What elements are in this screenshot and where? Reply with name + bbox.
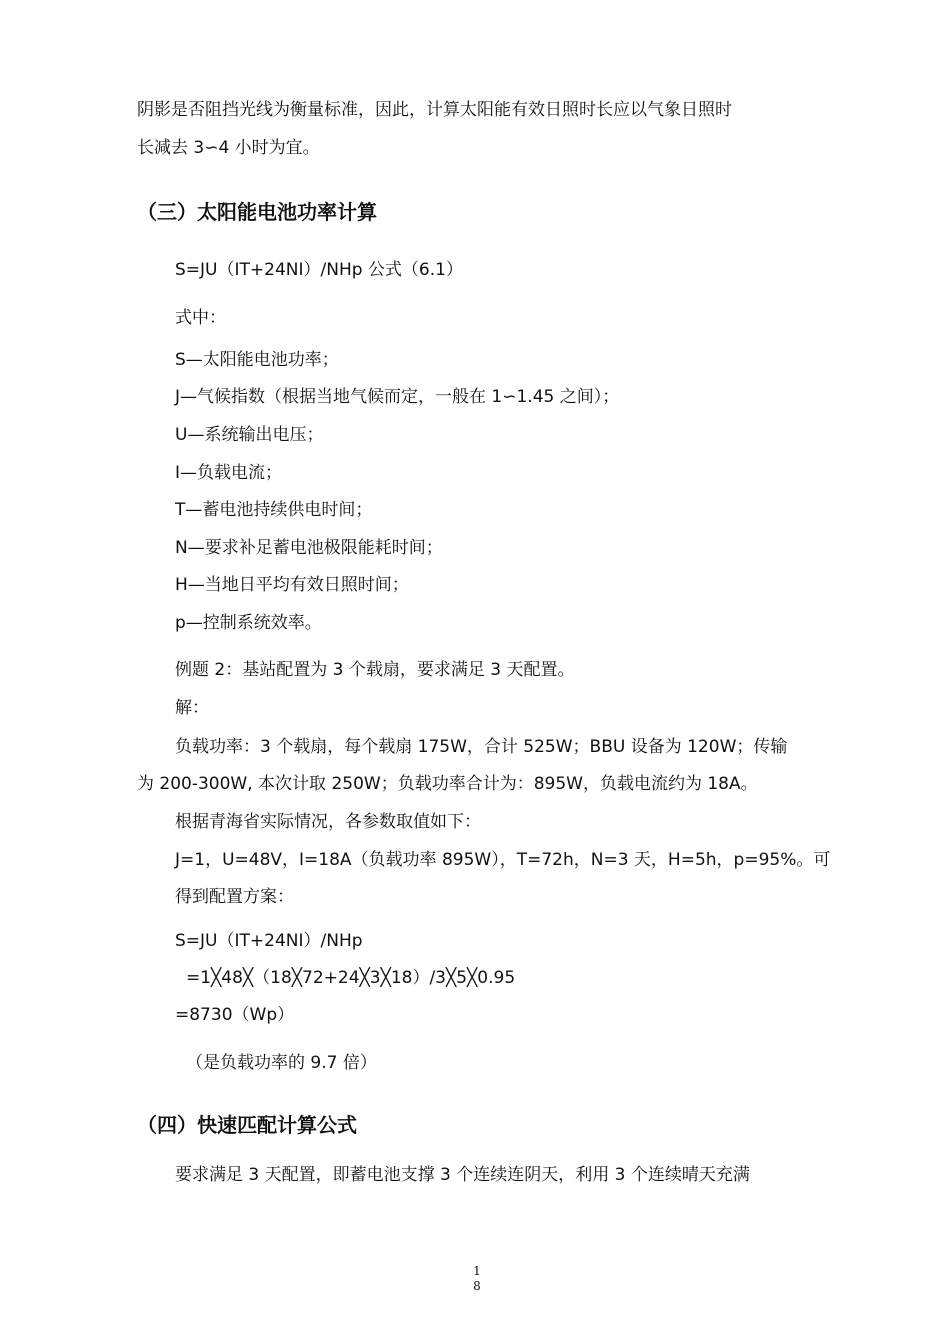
ratio-note: （是负载功率的 9.7 倍） <box>186 1053 377 1073</box>
section-3-heading: （三）太阳能电池功率计算 <box>137 200 377 224</box>
calc-line-2: =1╳48╳（18╳72+24╳3╳18）/3╳5╳0.95 <box>186 968 516 988</box>
calc-line-3: =8730（Wp） <box>175 1005 295 1025</box>
definition-item: T—蓄电池持续供电时间； <box>175 500 373 520</box>
definition-item: N—要求补足蓄电池极限能耗时间； <box>175 538 443 558</box>
solution-label: 解： <box>175 698 209 718</box>
params-line-2: 得到配置方案： <box>175 887 294 907</box>
page-number-digit-2: 8 <box>473 1279 481 1293</box>
example-line: 例题 2：基站配置为 3 个载扇，要求满足 3 天配置。 <box>175 660 575 680</box>
where-label: 式中： <box>175 308 226 328</box>
intro-line-2: 长减去 3∽4 小时为宜。 <box>137 138 320 158</box>
load-line-2: 为 200-300W, 本次计取 250W；负载功率合计为：895W，负载电流约为 18A。 <box>137 774 758 794</box>
definition-item: U—系统输出电压； <box>175 425 324 445</box>
params-line-1: J=1，U=48V，I=18A（负载功率 895W），T=72h，N=3 天，H=5h，p=95%。可 <box>175 850 831 870</box>
definition-item: p—控制系统效率。 <box>175 613 322 633</box>
calc-line-1: S=JU（IT+24NI）/NHp <box>175 931 363 951</box>
formula-line: S=JU（IT+24NI）/NHp 公式（6.1） <box>175 260 463 280</box>
definition-item: H—当地日平均有效日照时间； <box>175 575 409 595</box>
section-4-heading: （四）快速匹配计算公式 <box>137 1113 357 1137</box>
definition-item: S—太阳能电池功率； <box>175 350 339 370</box>
intro-line-1: 阴影是否阻挡光线为衡量标准，因此，计算太阳能有效日照时长应以气象日照时 <box>137 100 732 120</box>
section-4-paragraph: 要求满足 3 天配置，即蓄电池支撑 3 个连续连阴天，利用 3 个连续晴天充满 <box>175 1165 750 1185</box>
page-number-digit-1: 1 <box>473 1264 481 1278</box>
load-line-1: 负载功率：3 个载扇，每个载扇 175W，合计 525W；BBU 设备为 120W；传输 <box>175 737 788 757</box>
definition-item: J—气候指数（根据当地气候而定，一般在 1∽1.45 之间）； <box>175 387 620 407</box>
params-intro: 根据青海省实际情况，各参数取值如下： <box>175 812 481 832</box>
definition-item: I—负载电流； <box>175 463 283 483</box>
